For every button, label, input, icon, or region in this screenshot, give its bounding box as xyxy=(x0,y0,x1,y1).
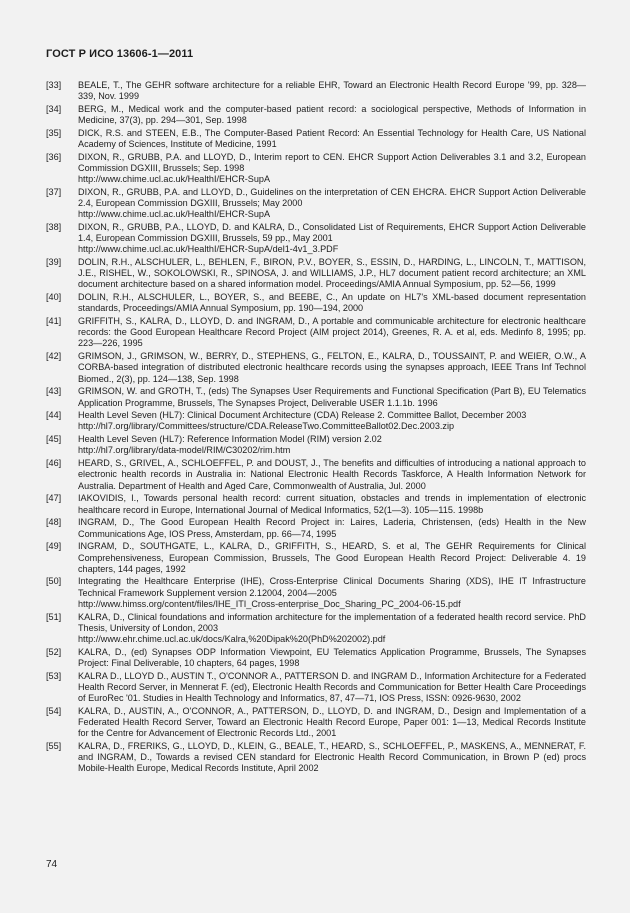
reference-list xyxy=(46,80,586,776)
reference-body xyxy=(78,706,586,739)
reference-text: GRIFFITH, S., KALRA, D., LLOYD, D. and INGRAM, D., A portable and communicable architecture for electronic healthcare records: the Good European Healthcare Record Project (AIM project 2014), Greenes, R. A. et al, eds. Medinfo 8, 1995; pp. 223—226, 1995 xyxy=(78,316,586,349)
reference-body xyxy=(78,187,586,220)
reference-body xyxy=(78,671,586,704)
reference-body xyxy=(78,152,586,185)
reference-text: KALRA D., LLOYD D., AUSTIN T., O'CONNOR A., PATTERSON D. and INGRAM D., Information Architecture for a Federated Health Record Server, in Mennerat F. (ed), Electronic Health Records and Communication for Better Health Care Proceedings of EuroRec '01. Studies in Health Technology and Informatics, 87, 47—71, IOS Press, ISSN: 0926-9630, 2002 xyxy=(78,670,586,703)
reference-text: KALRA, D., AUSTIN, A., O'CONNOR, A., PATTERSON, D., LLOYD, D. and INGRAM, D., Design and Implementation of a Federated Health Record Server, Toward an Electronic Health Record Europe, Paper 001: 1—13, Medical Records Institute for the Centre for Advancement of Electronic Records Ltd., 2001 xyxy=(78,705,586,738)
reference-number: [33] xyxy=(46,80,62,90)
reference-entry xyxy=(46,222,586,255)
reference-body xyxy=(78,386,586,408)
reference-number: [35] xyxy=(46,127,62,138)
reference-text: DICK, R.S. and STEEN, E.B., The Computer-Based Patient Record: An Essential Technology for Health Care, US National Academy of Sciences, Institute of Medicine, 1991 xyxy=(78,127,586,150)
reference-url: http://www.chime.ucl.ac.uk/HealthI/EHCR-SupA/del1-4v1_3.PDF xyxy=(78,244,339,255)
reference-body xyxy=(78,612,586,645)
reference-text: Health Level Seven (HL7): Reference Information Model (RIM) version 2.02 xyxy=(78,434,382,445)
reference-text: HEARD, S., GRIVEL, A., SCHLOEFFEL, P. and DOUST, J., The benefits and difficulties of introducing a national approach to electronic health records in Australia in: National Electronic Health Records Taskforce, A Health Information Network for Australia. Department of Health and Aged Care, Commonwealth of Australia, Jul. 2000 xyxy=(78,458,586,491)
page-header xyxy=(46,48,193,60)
reference-text: GRIMSON, J., GRIMSON, W., BERRY, D., STEPHENS, G., FELTON, E., KALRA, D., TOUSSAINT, P. and WEIER, O.W., A CORBA-based integration of distributed electronic healthcare records using the synapses approach, IEEE Trans Inf Technol Biomed., 2(3), pp. 124—138, Sep. 1998 xyxy=(78,351,586,384)
reference-entry xyxy=(46,541,586,574)
reference-entry xyxy=(46,706,586,739)
reference-number: [44] xyxy=(46,410,62,421)
reference-number: [34] xyxy=(46,103,62,114)
reference-number: [53] xyxy=(46,670,62,681)
reference-text: GRIMSON, W. and GROTH, T., (eds) The Synapses User Requirements and Functional Specification (Part B), EU Telematics Application Programme, Brussels, The Synapses Project, Deliverable USER 1.1.1b. 1996 xyxy=(78,386,586,408)
reference-number: [38] xyxy=(46,222,62,233)
reference-number: [51] xyxy=(46,611,62,622)
reference-text: BERG, M., Medical work and the computer-based patient record: a sociological perspective, Methods of Information in Medicine, 37(3), pp. 294—301, Sep. 1998 xyxy=(78,103,586,126)
reference-text: KALRA, D., (ed) Synapses ODP Information Viewpoint, EU Telematics Application Programme, Brussels, The Synapses Project: Final Deliverable, 10 chapters, 64 pages, 1998 xyxy=(78,646,586,668)
reference-url: http://www.ehr.chime.ucl.ac.uk/docs/Kalra,%20Dipak%20(PhD%202002).pdf xyxy=(78,633,386,644)
reference-number: [52] xyxy=(46,646,62,657)
reference-text: DOLIN, R.H., ALSCHULER, L., BEHLEN, F., BIRON, P.V., BOYER, S., ESSIN, D., HARDING, L., LINCOLN, T., MATTISON, J.E., RISHEL, W., SOKOLOWSKI, R., SPINOSA, J. and WILLIAMS, J.P., HL7 document patient record architecture; an XML document architecture based on a shared information model. Proceedings/AMIA Annual Symposium, pp. 52—56, 1999 xyxy=(78,257,586,290)
reference-text: DIXON, R., GRUBB, P.A. and LLOYD, D., Interim report to CEN. EHCR Support Action Deliverables 3.1 and 3.2, European Commission DGXIII, Brussels; Sep. 1998 xyxy=(78,151,586,174)
reference-text: DIXON, R., GRUBB, P.A., LLOYD, D. and KALRA, D., Consolidated List of Requirements, EHCR Support Action Deliverable 1.4, European Commission DGXIII, Brussels, 59 pp., May 2001 xyxy=(78,222,586,244)
reference-entry xyxy=(46,104,586,126)
reference-entry xyxy=(46,187,586,220)
reference-entry xyxy=(46,741,586,774)
reference-body xyxy=(78,576,586,609)
reference-entry xyxy=(46,152,586,185)
reference-url: http://hl7.org/library/Committees/structure/CDA.ReleaseTwo.CommitteeBallot02.Dec.2003.zip xyxy=(78,421,455,432)
standard-title: ГОСТ Р ИСО 13606-1—2011 xyxy=(46,48,194,60)
reference-number: [43] xyxy=(46,386,62,397)
reference-number: [50] xyxy=(46,576,62,587)
reference-entry xyxy=(46,517,586,539)
reference-body xyxy=(78,517,586,539)
reference-body xyxy=(78,541,586,574)
reference-number: [49] xyxy=(46,541,62,552)
reference-url: http://www.himss.org/content/files/IHE_ITI_Cross-enterprise_Doc_Sharing_PC_2004-06-15.pdf xyxy=(78,598,461,609)
reference-text: Integrating the Healthcare Enterprise (IHE), Cross-Enterprise Clinical Documents Sharing (XDS), IHE IT Infrastructure Technical Framework Supplement version 2.12004, 2004—2005 xyxy=(78,576,586,598)
reference-number: [39] xyxy=(46,257,62,268)
reference-entry xyxy=(46,257,586,290)
reference-entry xyxy=(46,647,586,669)
reference-text: DOLIN, R.H., ALSCHULER, L., BOYER, S., and BEEBE, C., An update on HL7's XML-based document representation standards, Proceedings/AMIA Annual Symposium, pp. 190—194, 2000 xyxy=(78,292,586,314)
reference-number: [46] xyxy=(46,458,62,469)
reference-entry xyxy=(46,316,586,349)
reference-body xyxy=(78,647,586,669)
reference-entry xyxy=(46,386,586,408)
reference-text: DIXON, R., GRUBB, P.A. and LLOYD, D., Guidelines on the interpretation of CEN EHCRA. EHCR Support Action Deliverable 2.4, European Commission DGXIII, Brussels; May 2000 xyxy=(78,187,586,209)
reference-text: INGRAM, D., SOUTHGATE, L., KALRA, D., GRIFFITH, S., HEARD, S. et al, The GEHR Requirements for Clinical Comprehensiveness, European Commission, Brussels, The Good European Health Record Project: Deliverable 4. 19 chapters, 144 pages, 1992 xyxy=(78,541,586,574)
reference-body xyxy=(78,351,586,384)
reference-body xyxy=(78,257,586,290)
reference-body xyxy=(78,493,586,515)
reference-text: Health Level Seven (HL7): Clinical Document Architecture (CDA) Release 2. Committee Ballot, December 2003 xyxy=(78,410,527,421)
reference-body xyxy=(78,316,586,349)
reference-entry xyxy=(46,576,586,609)
reference-number: [55] xyxy=(46,740,62,751)
reference-entry xyxy=(46,434,586,456)
reference-text: KALRA, D., FRERIKS, G., LLOYD, D., KLEIN, G., BEALE, T., HEARD, S., SCHLOEFFEL, P., MASKENS, A., MENNERAT, F. and INGRAM, D., Towards a revised CEN standard for Electronic Health Record Communication, in Brown P (ed) procs Mobile-Health Europe, Medical Records Institute, April 2002 xyxy=(78,740,586,773)
reference-body xyxy=(78,434,586,456)
reference-number: [45] xyxy=(46,434,62,445)
reference-body xyxy=(78,292,586,314)
reference-entry xyxy=(46,612,586,645)
reference-number: [41] xyxy=(46,316,62,327)
reference-text: BEALE, T., The GEHR software architecture for a reliable EHR, Toward an Electronic Health Record Europe '99, pp. 328—339, Nov. 1999 xyxy=(78,80,586,102)
reference-entry xyxy=(46,80,586,102)
reference-body xyxy=(78,104,586,126)
reference-body xyxy=(78,128,586,150)
reference-text: INGRAM, D., The Good European Health Record Project in: Laires, Laderia, Christensen, (eds) Health in the New Communications Age, IOS Press, Amsterdam, pp. 66—74, 1995 xyxy=(78,517,586,539)
reference-body xyxy=(78,222,586,255)
reference-entry xyxy=(46,128,586,150)
reference-number: [42] xyxy=(46,351,62,362)
reference-number: [47] xyxy=(46,493,62,504)
reference-entry xyxy=(46,351,586,384)
reference-text: KALRA, D., Clinical foundations and information architecture for the implementation of a federated health record service. PhD Thesis, University of London, 2003 xyxy=(78,611,586,633)
reference-entry xyxy=(46,410,586,432)
reference-number: [40] xyxy=(46,292,62,303)
reference-body xyxy=(78,80,586,102)
reference-text: IAKOVIDIS, I., Towards personal health record: current situation, obstacles and trends in implementation of electronic healthcare record in Europe, International Journal of Medical Informatics, 52(1—3). 105—115. 1998b xyxy=(78,493,586,515)
reference-url: http://hl7.org/library/data-model/RIM/C30202/rim.htm xyxy=(78,445,291,456)
reference-entry xyxy=(46,493,586,515)
reference-entry xyxy=(46,671,586,704)
reference-body xyxy=(78,741,586,774)
reference-number: [48] xyxy=(46,517,62,528)
reference-number: [54] xyxy=(46,705,62,716)
reference-body xyxy=(78,410,586,432)
reference-number: [37] xyxy=(46,187,62,198)
reference-entry xyxy=(46,458,586,491)
reference-body xyxy=(78,458,586,491)
reference-url: http://www.chime.ucl.ac.uk/HealthI/EHCR-SupA xyxy=(78,174,271,185)
reference-entry xyxy=(46,292,586,314)
reference-url: http://www.chime.ucl.ac.uk/HealthI/EHCR-SupA xyxy=(78,209,271,220)
reference-number: [36] xyxy=(46,151,62,162)
page-number: 74 xyxy=(46,859,58,870)
